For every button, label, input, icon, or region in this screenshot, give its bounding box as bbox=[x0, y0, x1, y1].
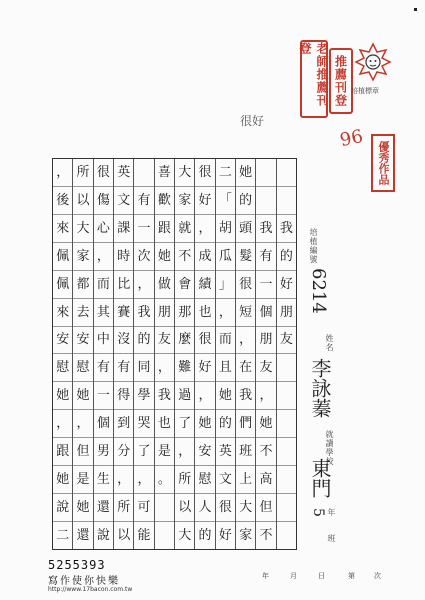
essay-column bbox=[276, 159, 296, 549]
name-label: 姓名 bbox=[325, 334, 334, 352]
essay-cell: 後 bbox=[53, 186, 72, 214]
essay-cell: 但 bbox=[256, 493, 275, 521]
essay-cell: 文 bbox=[114, 186, 133, 214]
essay-cell: 不 bbox=[256, 521, 275, 549]
essay-cell: 「 bbox=[216, 186, 235, 214]
essay-cell: 高 bbox=[256, 465, 275, 493]
essay-cell: 績 bbox=[195, 270, 214, 298]
mascot-badge-icon bbox=[352, 40, 394, 84]
essay-cell: 難 bbox=[175, 353, 194, 381]
essay-cell: 喜 bbox=[157, 164, 171, 180]
essay-cell: 也 bbox=[195, 298, 214, 326]
class-label: 班 bbox=[327, 534, 336, 543]
essay-cell: 很 bbox=[216, 493, 235, 521]
essay-cell: 文 bbox=[216, 465, 235, 493]
essay-cell: 很 bbox=[236, 270, 255, 298]
essay-cell: ， bbox=[175, 437, 194, 465]
essay-cell: 她 bbox=[73, 381, 92, 409]
essay-cell: 那 bbox=[175, 298, 194, 326]
essay-column bbox=[255, 159, 275, 549]
slogan: 寫作使你快樂 bbox=[48, 576, 120, 587]
essay-cell: 男 bbox=[94, 437, 113, 465]
essay-cell: 不 bbox=[256, 437, 275, 465]
essay-cell: 」 bbox=[216, 270, 235, 298]
essay-cell: 傷 bbox=[94, 186, 113, 214]
essay-cell: 來 bbox=[53, 298, 72, 326]
essay-cell: 了 bbox=[134, 437, 153, 465]
essay-cell: 有 bbox=[256, 242, 275, 270]
school-name: 東門 bbox=[308, 458, 332, 498]
essay-cell: 麼 bbox=[175, 326, 194, 354]
essay-cell: 友 bbox=[155, 326, 174, 354]
essay-cell: 一 bbox=[256, 270, 275, 298]
essay-cell: 朋 bbox=[277, 298, 296, 326]
essay-cell: 一 bbox=[134, 214, 153, 242]
essay-cell bbox=[277, 186, 296, 214]
essay-cell: 所 bbox=[114, 493, 133, 521]
essay-cell: 朋 bbox=[155, 298, 174, 326]
essay-cell: ， bbox=[195, 214, 214, 242]
teacher-note: 很好 bbox=[240, 114, 265, 128]
essay-cell: 跟 bbox=[53, 437, 72, 465]
essay-cell: 以 bbox=[114, 521, 133, 549]
essay-cell: 我 bbox=[236, 381, 255, 409]
essay-cell bbox=[256, 159, 275, 186]
essay-cell: 家 bbox=[236, 521, 255, 549]
essay-column bbox=[154, 159, 174, 549]
essay-cell: 到 bbox=[114, 409, 133, 437]
essay-cell: 生 bbox=[94, 465, 113, 493]
essay-column bbox=[215, 159, 235, 549]
essay-cell bbox=[155, 521, 174, 549]
essay-cell: 心 bbox=[94, 214, 113, 242]
essay-cell: 個 bbox=[94, 409, 113, 437]
essay-cell: 們 bbox=[236, 409, 255, 437]
essay-cell: 我 bbox=[134, 298, 153, 326]
badge-label: 培植標章 bbox=[351, 87, 379, 95]
essay-cell: 時 bbox=[114, 242, 133, 270]
essay-cell: 但 bbox=[73, 437, 92, 465]
essay-cell: ， bbox=[256, 381, 275, 409]
essay-cell: 會 bbox=[175, 270, 194, 298]
essay-cell: 分 bbox=[114, 437, 133, 465]
essay-cell: 人 bbox=[195, 493, 214, 521]
essay-cell bbox=[155, 493, 174, 521]
essay-cell: 能 bbox=[134, 521, 153, 549]
essay-cell: 而 bbox=[216, 326, 235, 354]
essay-cell: 說 bbox=[94, 521, 113, 549]
essay-cell: 所 bbox=[76, 164, 90, 180]
essay-cell: 是 bbox=[73, 465, 92, 493]
essay-cell: 比 bbox=[114, 270, 133, 298]
essay-cell: 成 bbox=[195, 242, 214, 270]
essay-cell: 我 bbox=[155, 381, 174, 409]
essay-cell: 好 bbox=[195, 353, 214, 381]
essay-column bbox=[72, 159, 92, 549]
essay-cell: 個 bbox=[256, 298, 275, 326]
essay-cell: 去 bbox=[73, 298, 92, 326]
essay-cell: 還 bbox=[73, 521, 92, 549]
worksheet-code: 5255393 bbox=[48, 558, 106, 572]
student-id: 6214 bbox=[308, 268, 329, 314]
student-name: 李詠蓁 bbox=[308, 358, 332, 418]
essay-cell: 友 bbox=[256, 353, 275, 381]
essay-cell: 頭 bbox=[236, 214, 255, 242]
essay-cell: 也 bbox=[155, 409, 174, 437]
essay-cell bbox=[277, 159, 296, 186]
essay-cell: 英 bbox=[117, 164, 131, 180]
essay-cell: 大 bbox=[175, 521, 194, 549]
essay-cell: 跟 bbox=[155, 214, 174, 242]
essay-cell: 是 bbox=[155, 437, 174, 465]
essay-column bbox=[53, 159, 72, 549]
essay-cell: 做 bbox=[155, 270, 174, 298]
page-num-label: 第 bbox=[348, 572, 355, 580]
essay-cell: 且 bbox=[216, 353, 235, 381]
essay-column bbox=[113, 159, 133, 549]
essay-cell: 短 bbox=[236, 298, 255, 326]
recommend-stamp-secondary: 推薦刊登 bbox=[329, 48, 353, 114]
essay-cell: 同 bbox=[134, 353, 153, 381]
score-mark: 96 bbox=[338, 125, 365, 152]
essay-cell: 的 bbox=[277, 242, 296, 270]
excellent-work-stamp: 優秀作品 bbox=[371, 134, 395, 192]
essay-cell: 的 bbox=[236, 186, 255, 214]
essay-cell: 我 bbox=[277, 214, 296, 242]
essay-cell: 過 bbox=[175, 381, 194, 409]
essay-cell: ， bbox=[73, 409, 92, 437]
essay-cell: 學 bbox=[134, 381, 153, 409]
essay-cell: 家 bbox=[175, 186, 194, 214]
essay-cell: 說 bbox=[53, 493, 72, 521]
essay-cell: 一 bbox=[94, 381, 113, 409]
essay-cell: 她 bbox=[195, 409, 214, 437]
recommend-stamp: 老師推薦刊登 bbox=[300, 40, 328, 118]
essay-cell: 很 bbox=[195, 326, 214, 354]
grade-value: 5 bbox=[310, 508, 326, 517]
essay-cell: 所 bbox=[175, 465, 194, 493]
day-label: 日 bbox=[318, 572, 325, 580]
essay-cell: 有 bbox=[134, 186, 153, 214]
essay-column bbox=[133, 159, 153, 549]
essay-cell bbox=[277, 493, 296, 521]
essay-column bbox=[235, 159, 255, 549]
essay-cell: 有 bbox=[94, 353, 113, 381]
essay-cell: 慰 bbox=[73, 353, 92, 381]
essay-cell bbox=[277, 465, 296, 493]
essay-cell: 安 bbox=[53, 326, 72, 354]
essay-grid bbox=[52, 158, 297, 550]
essay-cell: 安 bbox=[73, 326, 92, 354]
essay-cell: 慰 bbox=[195, 465, 214, 493]
essay-cell: 朋 bbox=[256, 326, 275, 354]
essay-cell: 很 bbox=[96, 164, 110, 180]
essay-cell: 歡 bbox=[155, 186, 174, 214]
essay-cell: 在 bbox=[236, 353, 255, 381]
essay-cell: 就 bbox=[175, 214, 194, 242]
essay-cell: ， bbox=[236, 326, 255, 354]
essay-cell: 的 bbox=[216, 409, 235, 437]
essay-cell: ， bbox=[155, 353, 174, 381]
times-label: 次 bbox=[374, 572, 381, 580]
website-url: http://www.17bacon.com.tw bbox=[48, 586, 133, 593]
essay-cell bbox=[277, 381, 296, 409]
essay-cell: 她 bbox=[216, 381, 235, 409]
essay-cell: 次 bbox=[134, 242, 153, 270]
essay-cell: 有 bbox=[114, 353, 133, 381]
essay-cell: 她 bbox=[256, 409, 275, 437]
essay-cell bbox=[277, 353, 296, 381]
essay-cell: 英 bbox=[216, 437, 235, 465]
essay-cell: 以 bbox=[73, 186, 92, 214]
essay-cell: 大 bbox=[236, 493, 255, 521]
essay-cell bbox=[134, 159, 153, 186]
essay-cell bbox=[256, 186, 275, 214]
essay-column bbox=[194, 159, 214, 549]
essay-cell: 的 bbox=[134, 326, 153, 354]
essay-cell: 她 bbox=[73, 493, 92, 521]
essay-cell: 得 bbox=[114, 381, 133, 409]
essay-cell: 她 bbox=[53, 465, 72, 493]
essay-cell: 友 bbox=[277, 326, 296, 354]
essay-cell bbox=[277, 521, 296, 549]
essay-cell: 很 bbox=[198, 164, 212, 180]
essay-cell: 好 bbox=[216, 521, 235, 549]
essay-cell: 了 bbox=[175, 409, 194, 437]
school-label: 就讀學校 bbox=[325, 430, 334, 466]
essay-cell: ， bbox=[134, 270, 153, 298]
essay-cell: 髮 bbox=[236, 242, 255, 270]
grade-label: 年 bbox=[327, 508, 336, 517]
essay-cell: ， bbox=[134, 465, 153, 493]
essay-cell: 來 bbox=[53, 214, 72, 242]
essay-cell: ， bbox=[94, 242, 113, 270]
id-label: 培植編號 bbox=[309, 228, 318, 264]
essay-cell: 好 bbox=[195, 186, 214, 214]
essay-cell: ， bbox=[216, 298, 235, 326]
essay-cell: 還 bbox=[94, 493, 113, 521]
essay-cell: 她 bbox=[155, 242, 174, 270]
essay-cell: 哭 bbox=[134, 409, 153, 437]
essay-cell: 她 bbox=[53, 381, 72, 409]
essay-cell: ， bbox=[56, 164, 70, 180]
essay-column bbox=[93, 159, 113, 549]
essay-column bbox=[174, 159, 194, 549]
essay-cell: 她 bbox=[239, 164, 253, 180]
essay-cell: 中 bbox=[94, 326, 113, 354]
essay-cell: 的 bbox=[195, 521, 214, 549]
essay-cell: ， bbox=[53, 409, 72, 437]
essay-cell: 二 bbox=[218, 164, 232, 180]
essay-cell: 家 bbox=[73, 242, 92, 270]
essay-cell: 佩 bbox=[53, 242, 72, 270]
essay-cell: 賽 bbox=[114, 298, 133, 326]
essay-cell: 課 bbox=[114, 214, 133, 242]
essay-cell: 安 bbox=[195, 437, 214, 465]
essay-cell: 以 bbox=[175, 493, 194, 521]
essay-cell: 沒 bbox=[114, 326, 133, 354]
essay-cell: 佩 bbox=[53, 270, 72, 298]
essay-cell: ， bbox=[195, 381, 214, 409]
essay-cell: 不 bbox=[175, 242, 194, 270]
essay-cell: 胡 bbox=[216, 214, 235, 242]
essay-cell: 而 bbox=[94, 270, 113, 298]
essay-cell: 可 bbox=[134, 493, 153, 521]
essay-cell: 瓜 bbox=[216, 242, 235, 270]
essay-cell: 大 bbox=[178, 164, 192, 180]
essay-cell: 。 bbox=[155, 465, 174, 493]
essay-cell: 好 bbox=[277, 270, 296, 298]
essay-cell: 上 bbox=[236, 465, 255, 493]
year-label: 年 bbox=[262, 572, 269, 580]
essay-cell bbox=[277, 437, 296, 465]
essay-cell: 二 bbox=[53, 521, 72, 549]
essay-cell: 慰 bbox=[53, 353, 72, 381]
month-label: 月 bbox=[290, 572, 297, 580]
essay-cell: 其 bbox=[94, 298, 113, 326]
essay-cell: 班 bbox=[236, 437, 255, 465]
essay-cell: 我 bbox=[256, 214, 275, 242]
essay-cell: 都 bbox=[73, 270, 92, 298]
essay-cell bbox=[277, 409, 296, 437]
corner-mark bbox=[414, 8, 417, 11]
essay-cell: ， bbox=[114, 465, 133, 493]
student-info-strip bbox=[304, 182, 338, 554]
essay-cell: 大 bbox=[73, 214, 92, 242]
